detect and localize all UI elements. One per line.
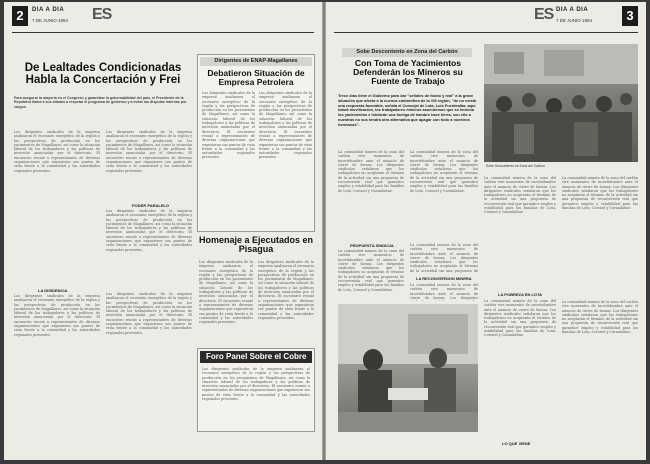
enap-kicker: Dirigentes de ENAP-Magallanes — [200, 57, 312, 66]
foro-headline: Foro Panel Sobre el Cobre — [200, 351, 312, 363]
worker-photo-image — [338, 304, 478, 432]
mining-headline: Con Toma de Yacimientos Defenderán los Mineros su Fuente de Trabajo — [353, 58, 463, 87]
mining-column-9: La comunidad minera de la zona del carbón vive momentos de incertidumbre ante el anuncio de cierre de faenas. Los dirigentes sindicales señalaron que los trabajadores no aceptarán el término de la actividad sin una propuesta de reconversión real que garantice empleo y estabilidad para las familias de Lota, Coronel y Curanilahue. — [562, 300, 638, 335]
page-number: 2 — [12, 6, 28, 26]
mining-column-5: La comunidad minera de la zona del carbón vive momentos de incertidumbre ante el anuncio de cierre de faenas. Los dirigentes — [410, 283, 478, 300]
pisagua-column-2: Los dirigentes sindicales de la empresa analizaron el escenario energético de la región y las perspectivas de producción en los yacimientos de Magallanes, así como la situación laboral de los trabajadores y las políticas de inversión anunciadas por el directorio. El encuentro reunió a representantes de diversas organizaciones que expusieron sus puntos de vista frente a la comunidad y las autoridades regionales presentes. — [258, 260, 314, 320]
page-number: 3 — [622, 6, 638, 26]
enap-article-box — [197, 54, 315, 232]
mining-lead: Trece días tiene el Gobierno para dar "señales de fondo y real" a la grave situación que afecta a la cuenca carbonífera de la VIII región, "de no existir una respuesta favorable, señala el Concejal de Lota, Luis Fuentealba, aquí habrá movilización, los trabajadores mineros asumiremos que se termina los yacimientos e iniciarán una huelga de hambre hace tierra, con ello a nuestras no sus tendrá otra alternativa que apagar con todo a nuestros hermanos". — [338, 94, 477, 127]
right-page — [326, 2, 646, 460]
subhead-lo-que-viene: LO QUE VIENE — [502, 441, 531, 446]
mining-column-8: La comunidad minera de la zona del carbón vive momentos de incertidumbre ante el anuncio de cierre de faenas. Los dirigentes sindicales señalaron que los trabajadores no aceptarán el término de la actividad sin una propuesta de reconversión real que garantice empleo y estabilidad para las familias de Lota, Coronel y Curanilahue. — [484, 299, 556, 338]
foro-article-box — [197, 348, 315, 432]
pisagua-headline: Homenaje a Ejecutados en Pisagua — [198, 235, 314, 255]
issue-date: 7 DE JUNIO 1994 — [32, 18, 69, 23]
enap-column-2: Los dirigentes sindicales de la empresa analizaron el escenario energético de la región y las perspectivas de producción en los yacimientos de Magallanes, así como la situación laboral de los trabajadores y las políticas de inversión anunciadas por el directorio. El encuentro reunió a representantes de diversas organizaciones que expusieron sus puntos de vista frente a la comunidad y las autoridades regionales presentes. — [259, 91, 312, 160]
miners-crowd-photo — [484, 44, 638, 162]
subhead-poder-paralelo: PODER PARALELO — [132, 203, 170, 208]
issue-date: 7 DE JUNIO 1994 — [556, 18, 593, 23]
crowd-photo-image — [484, 44, 638, 162]
lead-paragraph: Para asegurar la mayoría en el Congreso y garantizar la gobernabilidad del país, el Presidente de la República llamó a sus aliados a respetar el programa de gobierno y a evitar las disputas internas por cargos. — [14, 96, 187, 109]
section-label: DIA A DIA — [556, 7, 589, 13]
subhead-disidencia: LA DISIDENCIA — [38, 288, 68, 293]
subhead-propuesta: PROPUESTA SINDICAL — [350, 243, 395, 248]
article-column-3: Los dirigentes sindicales de la empresa analizaron el escenario energético de la región y las perspectivas de producción en los yacimientos de Magallanes, así como la situación laboral de los trabajadores y las políticas de inversión anunciadas por el directorio. El encuentro reunió a representantes de diversas organizaciones que expusieron sus puntos de vista frente a la comunidad y las autoridades regionales presentes. — [14, 294, 100, 337]
pisagua-column-1: Los dirigentes sindicales de la empresa analizaron el escenario energético de la región y las perspectivas de producción en los yacimientos de Magallanes, así como la situación laboral de los trabajadores y las políticas de inversión anunciadas por el directorio. El encuentro reunió a representantes de diversas organizaciones que expusieron sus puntos de vista frente a la comunidad y las autoridades regionales presentes. — [199, 260, 253, 325]
header-rule — [12, 32, 314, 33]
article-column-4: Los dirigentes sindicales de la empresa analizaron el escenario energético de la región y las perspectivas de producción en los yacimientos de Magallanes, así como la situación laboral de los trabajadores y las políticas de inversión anunciadas por el directorio. El encuentro reunió a representantes de diversas organizaciones que expusieron sus puntos de vista frente a la comunidad y las autoridades regionales presentes. — [106, 292, 192, 335]
left-page — [4, 2, 322, 460]
miner-worker-photo — [338, 304, 478, 432]
subhead-pobreza: LA POBREZA EN LOTA — [498, 292, 543, 297]
left-page-header — [12, 6, 312, 30]
article-column-1: Los dirigentes sindicales de la empresa analizaron el escenario energético de la región y las perspectivas de producción en los yacimientos de Magallanes, así como la situación laboral de los trabajadores y las políticas de inversión anunciadas por el directorio. El encuentro reunió a representantes de diversas organizaciones que expusieron sus puntos de vista frente a la comunidad y las autoridades regionales presentes. — [14, 130, 100, 173]
mining-column-6: La comunidad minera de la zona del carbón vive momentos de incertidumbre ante el anuncio de cierre de faenas. Los dirigentes sindicales señalaron que los trabajadores no aceptarán el término de la actividad sin una propuesta de reconversión real que garantice empleo y estabilidad para las familias de Lota, Coronel y Curanilahue. — [484, 176, 556, 215]
mining-column-7: La comunidad minera de la zona del carbón vive momentos de incertidumbre ante el anuncio de cierre de faenas. Los dirigentes sindicales señalaron que los trabajadores no aceptarán el término de la actividad sin una propuesta de reconversión real que garantice empleo y estabilidad para las familias de Lota, Coronel y Curanilahue. — [562, 176, 638, 211]
mining-column-2: La comunidad minera de la zona del carbón vive momentos de incertidumbre ante el anuncio de cierre de faenas. Los dirigentes sindicales señalaron que los trabajadores no aceptarán el término de la actividad sin una propuesta de reconversión real que garantice empleo y estabilidad para las familias de Lota, Coronel y Curanilahue. — [410, 150, 478, 193]
photo-caption: Sobe Descontento en Zona del Carbón — [486, 164, 545, 168]
article-column-2: Los dirigentes sindicales de la empresa analizaron el escenario energético de la región y las perspectivas de producción en los yacimientos de Magallanes, así como la situación laboral de los trabajadores y las políticas de inversión anunciadas por el directorio. El encuentro reunió a representantes de diversas organizaciones que expusieron sus puntos de vista frente a la comunidad y las autoridades regionales presentes. — [106, 130, 192, 173]
subhead-reconversion: LA RECONVERSION MINERA — [416, 276, 472, 281]
main-headline: De Lealtades Condicionadas Habla la Concertación y Frei — [24, 62, 182, 87]
header-rule — [334, 32, 638, 33]
masthead-logo: ES — [92, 6, 112, 23]
mining-column-3: La comunidad minera de la zona del carbón vive momentos de incertidumbre ante el anuncio de cierre de faenas. Los dirigentes sindicales señalaron que los trabajadores no aceptarán el término de la actividad sin una propuesta de reconversión real que garantice empleo y estabilidad para las familias de Lota, Coronel y Curanilahue. — [338, 249, 404, 292]
section-label: DIA A DIA — [32, 7, 65, 13]
foro-text: Los dirigentes sindicales de la empresa analizaron el escenario energético de la región y las perspectivas de producción en los yacimientos de Magallanes, así como la situación laboral de los trabajadores y las políticas de inversión anunciadas por el directorio. El encuentro reunió a representantes de diversas organizaciones que expusieron sus puntos de vista frente a la comunidad y las autoridades regionales presentes. — [202, 367, 310, 402]
newspaper-spread — [4, 2, 646, 460]
mining-kicker: Sobe Descontento en Zona del Carbón — [342, 48, 472, 57]
mining-column-4: La comunidad minera de la zona del carbón vive momentos de incertidumbre ante el anuncio de cierre de faenas. Los dirigentes sindicales señalaron que los trabajadores no aceptarán el término de la actividad sin una propuesta de — [410, 243, 478, 273]
enap-headline: Debatieron Situación de Empresa Petrolera — [207, 68, 305, 87]
article-column-2b: Los dirigentes sindicales de la empresa analizaron el escenario energético de la región y las perspectivas de producción en los yacimientos de Magallanes, así como la situación laboral de los trabajadores y las políticas de inversión anunciadas por el directorio. El encuentro reunió a representantes de diversas organizaciones que expusieron sus puntos de vista frente a la comunidad y las autoridades regionales presentes. — [106, 209, 192, 252]
enap-column-1: Los dirigentes sindicales de la empresa analizaron el escenario energético de la región y las perspectivas de producción en los yacimientos de Magallanes, así como la situación laboral de los trabajadores y las políticas de inversión anunciadas por el directorio. El encuentro reunió a representantes de diversas organizaciones que expusieron sus puntos de vista frente a la comunidad y las autoridades regionales presentes. — [202, 91, 255, 160]
masthead-logo: ES — [534, 6, 554, 23]
mining-column-1: La comunidad minera de la zona del carbón vive momentos de incertidumbre ante el anuncio de cierre de faenas. Los dirigentes sindicales señalaron que los trabajadores no aceptarán el término de la actividad sin una propuesta de reconversión real que garantice empleo y estabilidad para las familias de Lota, Coronel y Curanilahue. — [338, 150, 404, 193]
right-page-header — [334, 6, 640, 30]
